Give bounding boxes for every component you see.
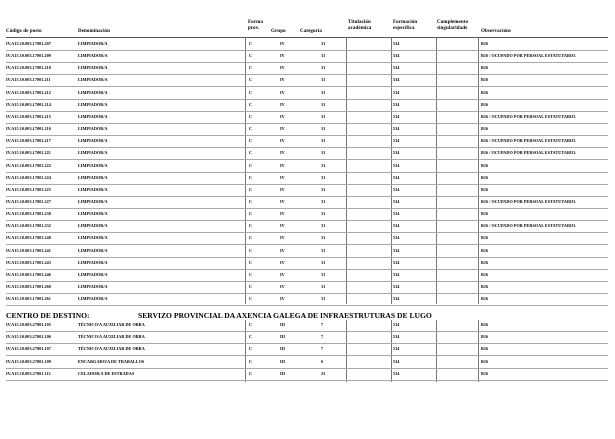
row-separator <box>6 208 608 209</box>
cell-denominacion: LIMPIADOR/A <box>78 223 108 229</box>
cell-denominacion: LIMPIADOR/A <box>78 41 108 46</box>
cell-codigo: IV.A15.10.003.17001.216 <box>6 126 51 132</box>
cell-grupo: III <box>280 322 286 327</box>
header-formacion: Formación específica <box>393 20 418 31</box>
cell-codigo: IV.A15.10.003.17001.221 <box>6 150 51 156</box>
cell-forma: C <box>249 259 253 265</box>
cell-observacions: B16 / OCUPADO POR PERSOAL ESTATUTARIO. <box>481 223 577 229</box>
cell-observacions: B16 <box>481 358 489 364</box>
cell-grupo: IV <box>280 41 285 46</box>
cell-categoria: 23 <box>321 370 326 376</box>
table-row <box>0 260 615 272</box>
table-row <box>0 235 615 247</box>
cell-formacion: 534 <box>393 271 400 277</box>
cell-observacions: B16 <box>481 259 489 265</box>
table-row <box>0 102 615 114</box>
cell-codigo: IV.A15.10.003.17001.222 <box>6 162 51 168</box>
cell-codigo: IV.A15.10.003.17001.243 <box>6 259 51 265</box>
header-titulacion: Titulación académica <box>348 20 372 31</box>
cell-forma: C <box>249 138 253 144</box>
cell-formacion: 534 <box>393 89 400 95</box>
cell-formacion: 534 <box>393 53 400 59</box>
cell-formacion: 534 <box>393 296 400 302</box>
cell-categoria: 31 <box>321 77 326 83</box>
cell-categoria: 31 <box>321 174 326 180</box>
table-row <box>0 334 615 346</box>
cell-denominacion: LIMPIADOR/A <box>78 211 108 217</box>
row-separator <box>6 196 608 197</box>
row-separator <box>6 343 608 344</box>
cell-codigo: IV.A15.10.003.17001.224 <box>6 174 51 180</box>
cell-observacions: B16 <box>481 322 489 327</box>
cell-codigo: IV.A15.10.003.17001.230 <box>6 211 51 217</box>
cell-grupo: IV <box>280 271 285 277</box>
cell-observacions: B16 <box>481 65 489 71</box>
cell-forma: C <box>249 186 253 192</box>
cell-observacions: B16 <box>481 211 489 217</box>
cell-categoria: 31 <box>321 41 326 46</box>
cell-denominacion: LIMPIADOR/A <box>78 198 108 204</box>
table-row <box>0 211 615 223</box>
cell-observacions: B16 <box>481 41 489 46</box>
cell-categoria: 31 <box>321 186 326 192</box>
cell-grupo: IV <box>280 126 285 132</box>
cell-denominacion: TÉCNICO/A AUXILIAR DE OBRA <box>78 322 145 327</box>
cell-observacions: B16 / OCUPADO POR PERSOAL ESTATUTARIO. <box>481 138 577 144</box>
cell-forma: C <box>249 77 253 83</box>
table-row <box>0 296 615 308</box>
row-separator <box>6 293 608 294</box>
row-separator <box>6 257 608 258</box>
cell-codigo: IV.A15.10.003.17001.240 <box>6 235 51 241</box>
cell-categoria: 31 <box>321 284 326 289</box>
cell-formacion: 534 <box>393 65 400 71</box>
cell-denominacion: LIMPIADOR/A <box>78 235 108 241</box>
cell-categoria: 6 <box>321 358 324 364</box>
cell-denominacion: TÉCNICO/A AUXILIAR DE OBRA <box>78 346 145 352</box>
table-row <box>0 53 615 65</box>
cell-formacion: 534 <box>393 346 400 352</box>
cell-denominacion: LIMPIADOR/A <box>78 65 108 71</box>
cell-denominacion: LIMPIADOR/A <box>78 101 108 107</box>
cell-categoria: 7 <box>321 334 324 340</box>
cell-codigo: IV.A15.10.003.27001.109 <box>6 358 51 364</box>
row-separator <box>6 147 608 148</box>
cell-grupo: IV <box>280 223 285 229</box>
cell-forma: C <box>249 126 253 132</box>
cell-categoria: 31 <box>321 113 326 119</box>
table-row <box>0 175 615 187</box>
cell-grupo: IV <box>280 198 285 204</box>
cell-observacions: B16 <box>481 162 489 168</box>
cell-formacion: 534 <box>393 334 400 340</box>
cell-grupo: IV <box>280 162 285 168</box>
cell-categoria: 31 <box>321 89 326 95</box>
cell-forma: C <box>249 296 253 302</box>
cell-observacions: B16 / OCUPADO POR PERSOAL ESTATUTARIO. <box>481 113 577 119</box>
cell-forma: C <box>249 174 253 180</box>
table-row <box>0 77 615 89</box>
cell-formacion: 534 <box>393 259 400 265</box>
cell-formacion: 534 <box>393 41 400 46</box>
row-separator <box>6 172 608 173</box>
cell-formacion: 534 <box>393 126 400 132</box>
cell-formacion: 534 <box>393 174 400 180</box>
cell-codigo: IV.A15.10.003.17001.227 <box>6 198 51 204</box>
cell-codigo: IV.A15.10.003.17001.209 <box>6 53 51 59</box>
table-row <box>0 248 615 260</box>
row-separator <box>6 305 608 306</box>
cell-formacion: 534 <box>393 223 400 229</box>
cell-grupo: IV <box>280 211 285 217</box>
table-row <box>0 150 615 162</box>
cell-categoria: 31 <box>321 247 326 253</box>
header-observacions: Observacións <box>481 29 512 34</box>
header-rule <box>6 37 608 38</box>
cell-observacions: B16 <box>481 296 489 302</box>
cell-formacion: 534 <box>393 162 400 168</box>
cell-forma: C <box>249 89 253 95</box>
cell-codigo: IV.A15.10.003.17001.241 <box>6 247 51 253</box>
table-row <box>0 346 615 358</box>
cell-codigo: IV.A15.10.003.17001.212 <box>6 89 51 95</box>
cell-codigo: IV.A15.10.003.17001.210 <box>6 65 51 71</box>
cell-categoria: 31 <box>321 259 326 265</box>
cell-denominacion: LIMPIADOR/A <box>78 284 108 289</box>
cell-observacions: B16 <box>481 89 489 95</box>
cell-observacions: B16 <box>481 77 489 83</box>
cell-denominacion: LIMPIADOR/A <box>78 138 108 144</box>
header-denominacion: Denominación <box>78 29 111 34</box>
cell-codigo: IV.A15.10.003.17001.211 <box>6 77 51 83</box>
cell-categoria: 31 <box>321 235 326 241</box>
row-separator <box>6 269 608 270</box>
cell-grupo: IV <box>280 259 285 265</box>
cell-denominacion: LIMPIADOR/A <box>78 113 108 119</box>
cell-observacions: B16 <box>481 174 489 180</box>
cell-denominacion: LIMPIADOR/A <box>78 174 108 180</box>
row-separator <box>6 50 608 51</box>
row-separator <box>6 111 608 112</box>
cell-categoria: 31 <box>321 138 326 144</box>
cell-denominacion: LIMPIADOR/A <box>78 53 108 59</box>
cell-observacions: B16 / OCUPADO POR PERSOAL ESTATUTARIO. <box>481 150 577 156</box>
cell-observacions: B16 <box>481 271 489 277</box>
cell-observacions: B16 <box>481 101 489 107</box>
cell-observacions: B16 <box>481 186 489 192</box>
cell-forma: C <box>249 150 253 156</box>
table-row <box>0 223 615 235</box>
cell-formacion: 534 <box>393 211 400 217</box>
cell-categoria: 7 <box>321 346 324 352</box>
row-separator <box>6 331 608 332</box>
row-separator <box>6 123 608 124</box>
cell-formacion: 534 <box>393 235 400 241</box>
row-separator <box>6 220 608 221</box>
cell-forma: C <box>249 370 253 376</box>
cell-codigo: IV.A15.10.003.17001.232 <box>6 223 51 229</box>
centro-destino-name: SERVIZO PROVINCIAL DA AXENCIA GALEGA DE INFRAESTRUTURAS DE LUGO <box>138 311 432 320</box>
cell-forma: C <box>249 271 253 277</box>
row-separator <box>6 159 608 160</box>
cell-observacions: B16 / OCUPADO POR PERSOAL ESTATUTARIO. <box>481 53 577 59</box>
cell-codigo: IV.A15.10.003.17001.246 <box>6 271 51 277</box>
row-separator <box>6 86 608 87</box>
cell-categoria: 31 <box>321 65 326 71</box>
header-complemento: Complemento singularidade <box>437 20 469 31</box>
table-row <box>0 138 615 150</box>
cell-categoria: 31 <box>321 150 326 156</box>
table-row <box>0 284 615 296</box>
cell-grupo: IV <box>280 53 285 59</box>
table-row <box>0 163 615 175</box>
table-row <box>0 41 615 53</box>
cell-forma: C <box>249 41 253 46</box>
cell-observacions: B16 / OCUPADO POR PERSOAL ESTATUTARIO. <box>481 198 577 204</box>
cell-formacion: 534 <box>393 186 400 192</box>
cell-denominacion: LIMPIADOR/A <box>78 259 108 265</box>
cell-forma: C <box>249 346 253 352</box>
table-row <box>0 199 615 211</box>
cell-denominacion: LIMPIADOR/A <box>78 296 108 302</box>
cell-grupo: IV <box>280 89 285 95</box>
row-separator <box>6 62 608 63</box>
cell-codigo: IV.A15.10.003.17001.225 <box>6 186 51 192</box>
cell-grupo: IV <box>280 150 285 156</box>
cell-forma: C <box>249 53 253 59</box>
cell-categoria: 31 <box>321 101 326 107</box>
cell-codigo: IV.A15.10.003.27001.107 <box>6 346 51 352</box>
cell-formacion: 534 <box>393 150 400 156</box>
cell-grupo: IV <box>280 101 285 107</box>
cell-forma: C <box>249 101 253 107</box>
row-separator <box>6 184 608 185</box>
cell-formacion: 534 <box>393 247 400 253</box>
row-separator <box>6 232 608 233</box>
row-separator <box>6 281 608 282</box>
row-separator <box>6 74 608 75</box>
cell-codigo: IV.A15.10.003.17001.214 <box>6 101 51 107</box>
cell-categoria: 31 <box>321 296 326 302</box>
row-separator <box>6 244 608 245</box>
cell-categoria: 31 <box>321 198 326 204</box>
cell-codigo: IV.A15.10.003.17001.207 <box>6 41 51 46</box>
cell-categoria: 31 <box>321 162 326 168</box>
cell-denominacion: LIMPIADOR/A <box>78 162 108 168</box>
cell-formacion: 534 <box>393 284 400 289</box>
cell-formacion: 534 <box>393 358 400 364</box>
row-separator <box>6 99 608 100</box>
cell-codigo: IV.A15.10.003.27001.106 <box>6 334 51 340</box>
cell-formacion: 534 <box>393 113 400 119</box>
table-row <box>0 65 615 77</box>
table-row <box>0 114 615 126</box>
cell-grupo: III <box>280 358 286 364</box>
cell-grupo: IV <box>280 247 285 253</box>
table-row <box>0 322 615 334</box>
centro-destino-label: CENTRO DE DESTINO: <box>6 311 90 320</box>
cell-denominacion: ENCARGADO/A DE TRABALLOS <box>78 358 145 364</box>
cell-formacion: 534 <box>393 138 400 144</box>
cell-categoria: 31 <box>321 223 326 229</box>
cell-observacions: B16 <box>481 126 489 132</box>
row-separator <box>6 355 608 356</box>
cell-grupo: IV <box>280 296 285 302</box>
cell-codigo: IV.A15.10.003.17001.260 <box>6 284 51 289</box>
cell-observacions: B16 <box>481 370 489 376</box>
table-row <box>0 90 615 102</box>
cell-grupo: III <box>280 334 286 340</box>
table-row <box>0 126 615 138</box>
cell-denominacion: LIMPIADOR/A <box>78 247 108 253</box>
cell-forma: C <box>249 223 253 229</box>
cell-forma: C <box>249 322 253 327</box>
cell-denominacion: TÉCNICO/A AUXILIAR DE OBRA <box>78 334 145 340</box>
cell-codigo: IV.A15.10.003.17001.217 <box>6 138 51 144</box>
cell-formacion: 534 <box>393 370 400 376</box>
header-codigo: Código de posto <box>6 29 42 34</box>
cell-forma: C <box>249 113 253 119</box>
cell-observacions: B16 <box>481 235 489 241</box>
cell-grupo: III <box>280 346 286 352</box>
cell-denominacion: LIMPIADOR/A <box>78 271 108 277</box>
cell-categoria: 31 <box>321 271 326 277</box>
cell-categoria: 31 <box>321 126 326 132</box>
header-forma: Forma prov. <box>248 20 263 31</box>
cell-grupo: IV <box>280 113 285 119</box>
cell-codigo: IV.A15.10.003.27001.112 <box>6 370 51 376</box>
cell-formacion: 534 <box>393 322 400 327</box>
cell-observacions: B16 <box>481 334 489 340</box>
cell-categoria: 31 <box>321 53 326 59</box>
cell-codigo: IV.A15.10.003.27001.105 <box>6 322 51 327</box>
cell-categoria: 7 <box>321 322 324 327</box>
cell-grupo: III <box>280 370 286 376</box>
cell-grupo: IV <box>280 65 285 71</box>
cell-forma: C <box>249 198 253 204</box>
row-separator <box>6 380 608 381</box>
cell-observacions: B16 <box>481 346 489 352</box>
cell-forma: C <box>249 358 253 364</box>
cell-denominacion: LIMPIADOR/A <box>78 186 108 192</box>
cell-categoria: 31 <box>321 211 326 217</box>
cell-grupo: IV <box>280 77 285 83</box>
cell-denominacion: LIMPIADOR/A <box>78 77 108 83</box>
cell-denominacion: CELADOR/A DE ESTRADAS <box>78 370 135 376</box>
cell-formacion: 534 <box>393 198 400 204</box>
cell-grupo: IV <box>280 138 285 144</box>
cell-denominacion: LIMPIADOR/A <box>78 89 108 95</box>
cell-formacion: 534 <box>393 77 400 83</box>
cell-denominacion: LIMPIADOR/A <box>78 150 108 156</box>
cell-grupo: IV <box>280 174 285 180</box>
cell-grupo: IV <box>280 186 285 192</box>
cell-observacions: B16 <box>481 284 489 289</box>
table-row <box>0 359 615 371</box>
cell-forma: C <box>249 211 253 217</box>
cell-forma: C <box>249 284 253 289</box>
cell-forma: C <box>249 247 253 253</box>
table-row <box>0 187 615 199</box>
cell-observacions: B16 <box>481 247 489 253</box>
cell-grupo: IV <box>280 235 285 241</box>
row-separator <box>6 135 608 136</box>
header-categoria: Categoría <box>300 29 323 34</box>
cell-forma: C <box>249 235 253 241</box>
cell-grupo: IV <box>280 284 285 289</box>
table-row <box>0 371 615 383</box>
cell-denominacion: LIMPIADOR/A <box>78 126 108 132</box>
cell-forma: C <box>249 334 253 340</box>
cell-forma: C <box>249 162 253 168</box>
cell-formacion: 534 <box>393 101 400 107</box>
header-grupo: Grupo <box>271 29 286 34</box>
cell-codigo: IV.A15.10.003.17001.215 <box>6 113 51 119</box>
table-row <box>0 272 615 284</box>
row-separator <box>6 368 608 369</box>
cell-forma: C <box>249 65 253 71</box>
cell-codigo: IV.A15.10.003.17001.261 <box>6 296 51 302</box>
